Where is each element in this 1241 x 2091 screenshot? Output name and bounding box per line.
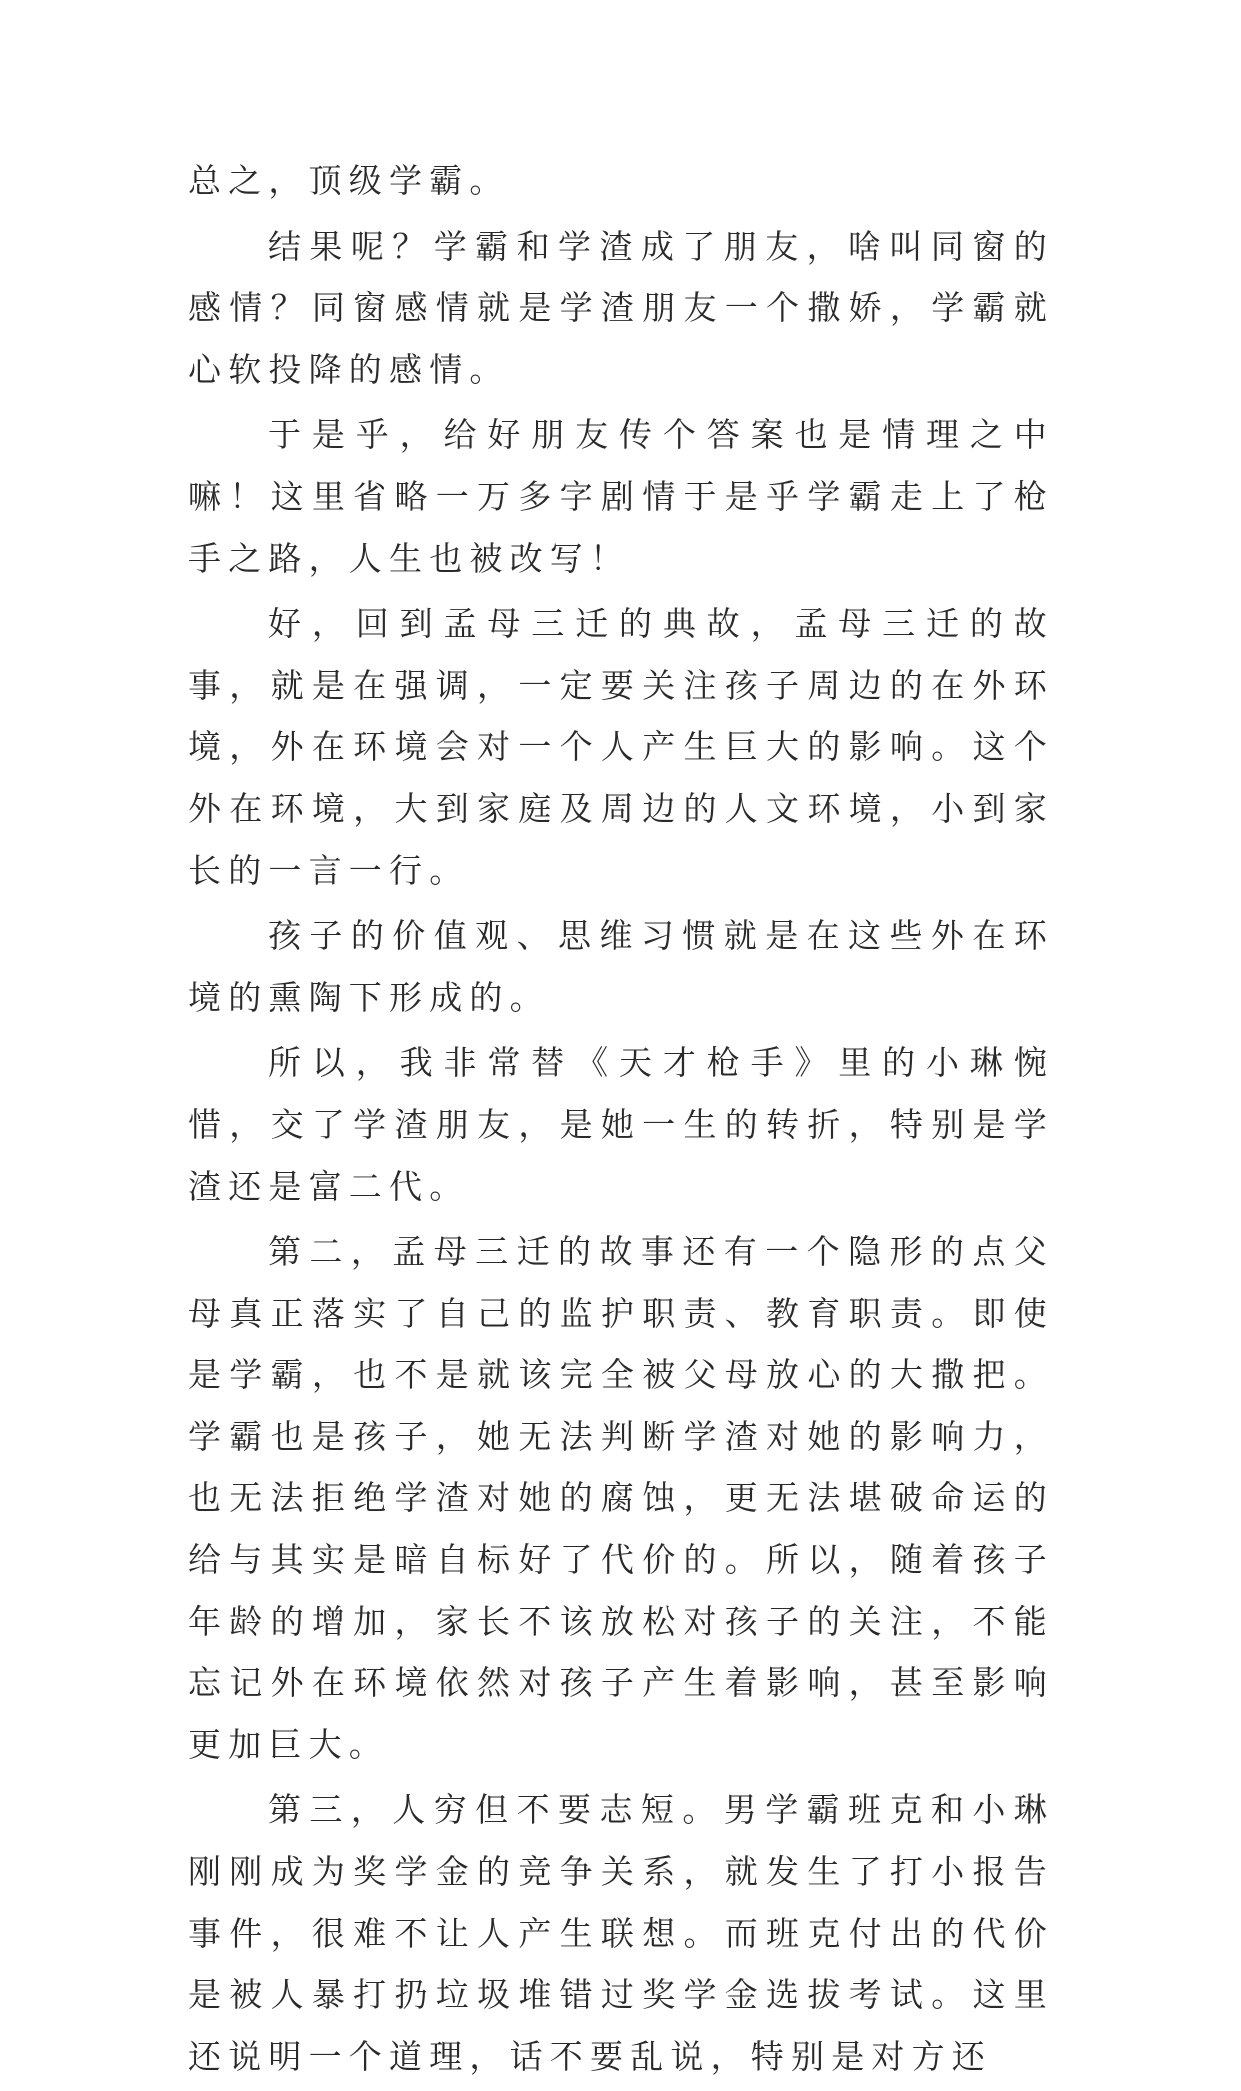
paragraph: 于是乎，给好朋友传个答案也是情理之中嘛！这里省略一万多字剧情于是乎学霸走上了枪手之路，人生也被改写！ xyxy=(188,415,1054,578)
paragraph: 结果呢？学霸和学渣成了朋友，啥叫同窗的感情？同窗感情就是学渣朋友一个撒娇，学霸就心软投降的感情。 xyxy=(188,226,1054,389)
paragraph: 总之，顶级学霸。 xyxy=(188,161,510,200)
body-text xyxy=(188,150,1054,2091)
paragraph: 孩子的价值观、思维习惯就是在这些外在环境的熏陶下形成的。 xyxy=(188,916,1054,1017)
paragraph: 第三，人穷但不要志短。男学霸班克和小琳刚刚成为奖学金的竞争关系，就发生了打小报告事件，很难不让人产生联想。而班克付出的代价是被人暴打扔垃圾堆错过奖学金选拔考试。这里还说明一个道理，话不要乱说，特别是对方还 xyxy=(188,1790,1054,2076)
paragraph: 所以，我非常替《天才枪手》里的小琳惋惜，交了学渣朋友，是她一生的转折，特别是学渣还是富二代。 xyxy=(188,1043,1054,1206)
paragraph: 第二，孟母三迁的故事还有一个隐形的点父母真正落实了自己的监护职责、教育职责。即使是学霸，也不是就该完全被父母放心的大撒把。学霸也是孩子，她无法判断学渣对她的影响力，也无法拒绝学渣对她的腐蚀，更无法堪破命运的给与其实是暗自标好了代价的。所以，随着孩子年龄的增加，家长不该放松对孩子的关注，不能忘记外在环境依然对孩子产生着影响，甚至影响更加巨大。 xyxy=(188,1232,1054,1764)
paragraph: 好，回到孟母三迁的典故，孟母三迁的故事，就是在强调，一定要关注孩子周边的在外环境，外在环境会对一个人产生巨大的影响。这个外在环境，大到家庭及周边的人文环境，小到家长的一言一行。 xyxy=(188,604,1054,890)
